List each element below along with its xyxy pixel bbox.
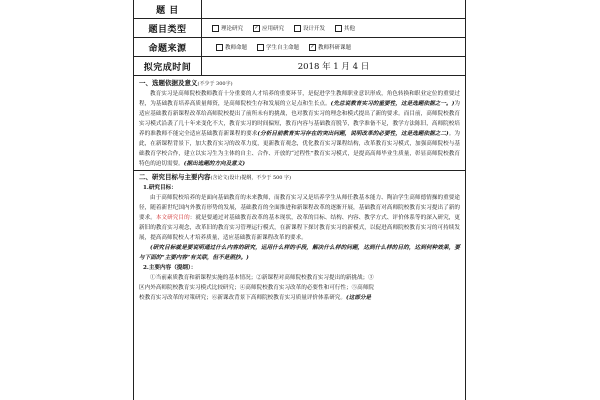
type-row bbox=[134, 19, 465, 38]
date-value: 2018 年 1 月 4 日 bbox=[297, 62, 370, 72]
source-label: 命题来源 bbox=[134, 38, 202, 56]
title-row bbox=[134, 0, 465, 19]
title-label: 题 目 bbox=[134, 0, 202, 18]
section1-paragraph: 教育实习是高师院校教师教育十分重要的人才培养的重要环节，是促进学生教师职业意识形成，角色转换和职业定位的重要过程，为基础教育培养高质量师资，是高师院校生存和发展的立足点和生长点。(先总说教育实习的重要性，这是选题依据之一。)为适应基础教育新课程改革给高师院校提出了前所未有的挑战，也对教育实习的理念和模式提出了新的要求。而目前，高师院校教育实习模式沿袭了几十年来变化不大，教育实习的时间偏短，教育内容与基础教育脱节，教学准备不足，教学方法陈旧，高师院校培养的准教师不能完全适应基础教育新课程的要求(分析目前教育实习存在的突出问题，说明改革的必要性，这是选题依据之二)。为此，在新课程背景下，加大教育实习的改革力度，更新教育观念，优化教育实习课程结构，改革教育实习模式，加强高师院校与基础教育学校合作，建立以实习生为主体的自主、合作、开放的“过程性”教育实习模式，是提高高师毕业生质量，彰显高师院校教育特色的迫切需要。(据出选题的方向及意义) bbox=[139, 91, 460, 167]
source-option-student[interactable]: 学生自主命题 bbox=[257, 43, 299, 51]
type-label: 题目类型 bbox=[134, 19, 202, 37]
type-options bbox=[202, 19, 465, 37]
checkbox-icon[interactable] bbox=[212, 25, 219, 32]
goal-heading: 1.研究目标： bbox=[143, 185, 177, 191]
goal-paragraph: 由于高师院校培养的是面向基础教育的未来教师，而教育实习又是培养学生从师任教基本能力、陶冶学生高师德情操的重要途径，随着新世纪国内外教育形势的发展，基础教育的全面推进和新课程改革的逐渐开展，基础教育对高师院校教育实习提出了新的要求。本文研究目的：就是要通过对基础教育改革的基本现状，改革的目标、结构、内容、教学方式、评价体系等的深入研究，更新旧的教育实习观念，改革旧的教育实习管理运行模式，在新课程下探讨教育实习的新模式，以促进高师院校教育实习的可持续发展，提高高师院校人才培养质量，适应基础教育新课程改革的要求。 bbox=[139, 195, 460, 241]
date-field[interactable] bbox=[202, 57, 465, 75]
content-line: 区内外高师院校教育实习模式比较研究；④高师院校教育实习改革的必要性和可行性；⑤高师院 bbox=[139, 285, 374, 291]
section1-heading: 一、选题依据及意义(不少于 300字) bbox=[139, 79, 233, 87]
checkbox-icon[interactable] bbox=[294, 25, 301, 32]
checkbox-icon[interactable] bbox=[335, 25, 342, 32]
goal-highlight: 本文研究目的 bbox=[155, 215, 190, 221]
source-options bbox=[202, 38, 465, 56]
proposal-form bbox=[133, 0, 466, 400]
content-line: 校教育实习改革的对策研究；⑥新课改背景下高师院校教育实习质量评价体系研究。(这部分是 bbox=[139, 295, 372, 301]
section2-heading: 二、研究目标与主要内容(含论文(设计)提纲，不少于 500 字) bbox=[139, 173, 292, 181]
proposal-body bbox=[134, 76, 465, 400]
checkbox-icon[interactable] bbox=[257, 44, 264, 51]
checkbox-icon[interactable] bbox=[216, 44, 223, 51]
type-option-applied[interactable]: ✓ 应用研究 bbox=[254, 24, 285, 32]
content-line: ①当前素质教育和新课程实施的基本情况；②新课程对高师院校教育实习提出的新挑战；③ bbox=[150, 275, 374, 281]
checkbox-checked-icon[interactable]: ✓ bbox=[310, 43, 315, 50]
type-option-theory[interactable]: 理论研究 bbox=[212, 24, 243, 32]
source-row bbox=[134, 38, 465, 57]
source-option-research[interactable]: ✓ 教师科研课题 bbox=[310, 43, 352, 51]
date-label: 拟完成时间 bbox=[134, 57, 202, 75]
checkbox-checked-icon[interactable]: ✓ bbox=[254, 24, 259, 31]
content-heading: 2.主要内容（提纲）： bbox=[143, 265, 197, 271]
type-option-design[interactable]: 设计开发 bbox=[294, 24, 325, 32]
goal-note: (研究目标就是要说明通过什么内容的研究，运用什么样的手段，解决什么样的问题，达到什么样的目的，达到何种效果，要与下面的“主要内容”有关联，但不是照抄。) bbox=[139, 245, 460, 261]
source-option-teacher[interactable]: 教师命题 bbox=[216, 43, 247, 51]
date-row bbox=[134, 57, 465, 76]
title-field[interactable] bbox=[202, 0, 465, 18]
type-option-other[interactable]: 其他 bbox=[335, 24, 355, 32]
section-divider bbox=[134, 170, 465, 171]
